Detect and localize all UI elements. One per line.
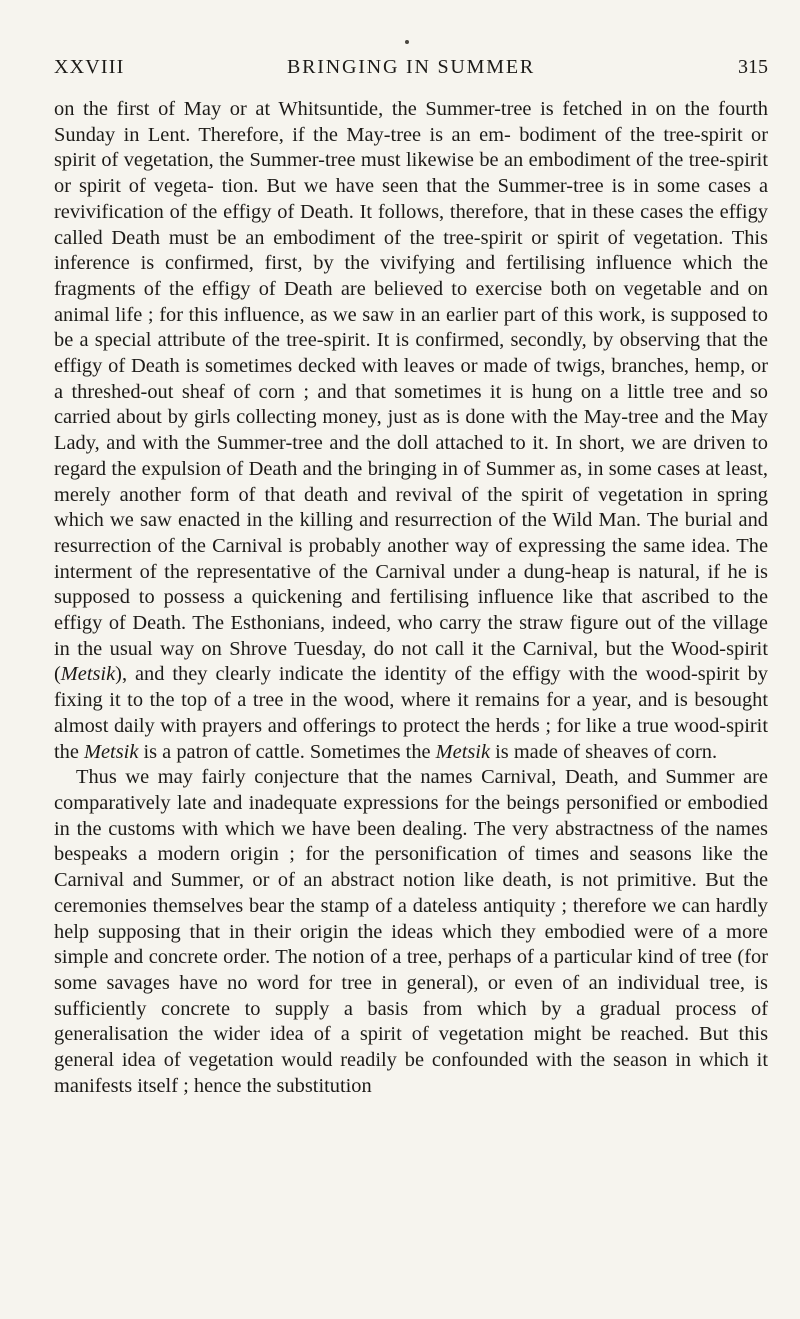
print-mark xyxy=(405,40,409,44)
italic-term: Metsik xyxy=(60,663,116,686)
running-head xyxy=(54,56,768,84)
paragraph: Thus we may fairly conjecture that the names Carnival, Death, and Summer are comparatively late and inadequate expressions for the beings personified or embodied in the customs with which we have been dealing. The very abstractness of the names bespeaks a modern origin ; for the personification of times and seasons like the Carnival and Summer, or of an abstract notion like death, is not primitive. But the ceremonies themselves bear the stamp of a dateless antiquity ; therefore we can hardly help supposing that in their origin the ideas which they embodied were of a more simple and concrete order. The notion of a tree, perhaps of a particular kind of tree (for some savages have no word for tree in general), or even of an individual tree, is sufficiently concrete to supply a basis from which by a gradual process of generalisation the wider idea of a spirit of vegetation might be reached. But this general idea of vegetation would readily be confounded with the season in which it manifests itself ; hence the substitution xyxy=(54,766,768,1097)
chapter-number: XXVIII xyxy=(54,56,125,78)
italic-term: Metsik xyxy=(84,740,139,763)
paragraph: on the first of May or at Whitsuntide, the Summer-tree is fetched in on the fourth Sunday in Lent. Therefore, if the May-tree is an em- bodiment of the tree-spirit or spirit of vegetation, the Summer-tree must likewise be an embodiment of the tree-spirit or spirit of vegeta- tion. But we have seen that the Summer-tree is in some cases a revivification of the effigy of Death. It follows, therefore, that in these cases the effigy called Death must be an embodiment of the tree-spirit or spirit of vegetation. This inference is confirmed, first, by the vivifying and fertilising influence which the fragments of the effigy of Death are believed to exercise both on vegetable and on animal life ; for this influence, as we saw in an earlier part of this work, is supposed to be a special attribute of the tree-spirit. It is confirmed, secondly, by observing that the effigy of Death is sometimes decked with leaves or made of twigs, branches, hemp, or a threshed-out sheaf of corn ; and that sometimes it is hung on a little tree and so carried about by girls collecting money, just as is done with the May-tree and the May Lady, and with the Summer-tree and the doll attached to it. In short, we are driven to regard the expulsion of Death and the bringing in of Summer as, in some cases at least, merely another form of that death and revival of the spirit of vegetation in spring which we saw enacted in the killing and resurrection of the Wild Man. The burial and resurrection of the Carnival is probably another way of expressing the same idea. The interment of the representative of the Carnival under a dung-heap is natural, if he is supposed to possess a quickening and fertilising influence like that ascribed to the effigy of Death. The Esthonians, indeed, who carry the straw figure out of the village in the usual way on Shrove Tuesday, do not call it the Carnival, but the Wood-spirit (Metsik), and they clearly indicate the identity of the effigy with the wood-spirit by fixing it to the top of a tree in the wood, where it remains for a year, and is besought almost daily with prayers and offerings to protect the herds ; for like a true wood-spirit the Metsik is a patron of cattle. Sometimes the Metsik is made of sheaves of corn. xyxy=(54,98,768,763)
chapter-title: BRINGING IN SUMMER xyxy=(287,56,535,78)
italic-term: Metsik xyxy=(435,740,491,763)
page-number: 315 xyxy=(738,56,768,78)
body-text xyxy=(54,97,768,1099)
